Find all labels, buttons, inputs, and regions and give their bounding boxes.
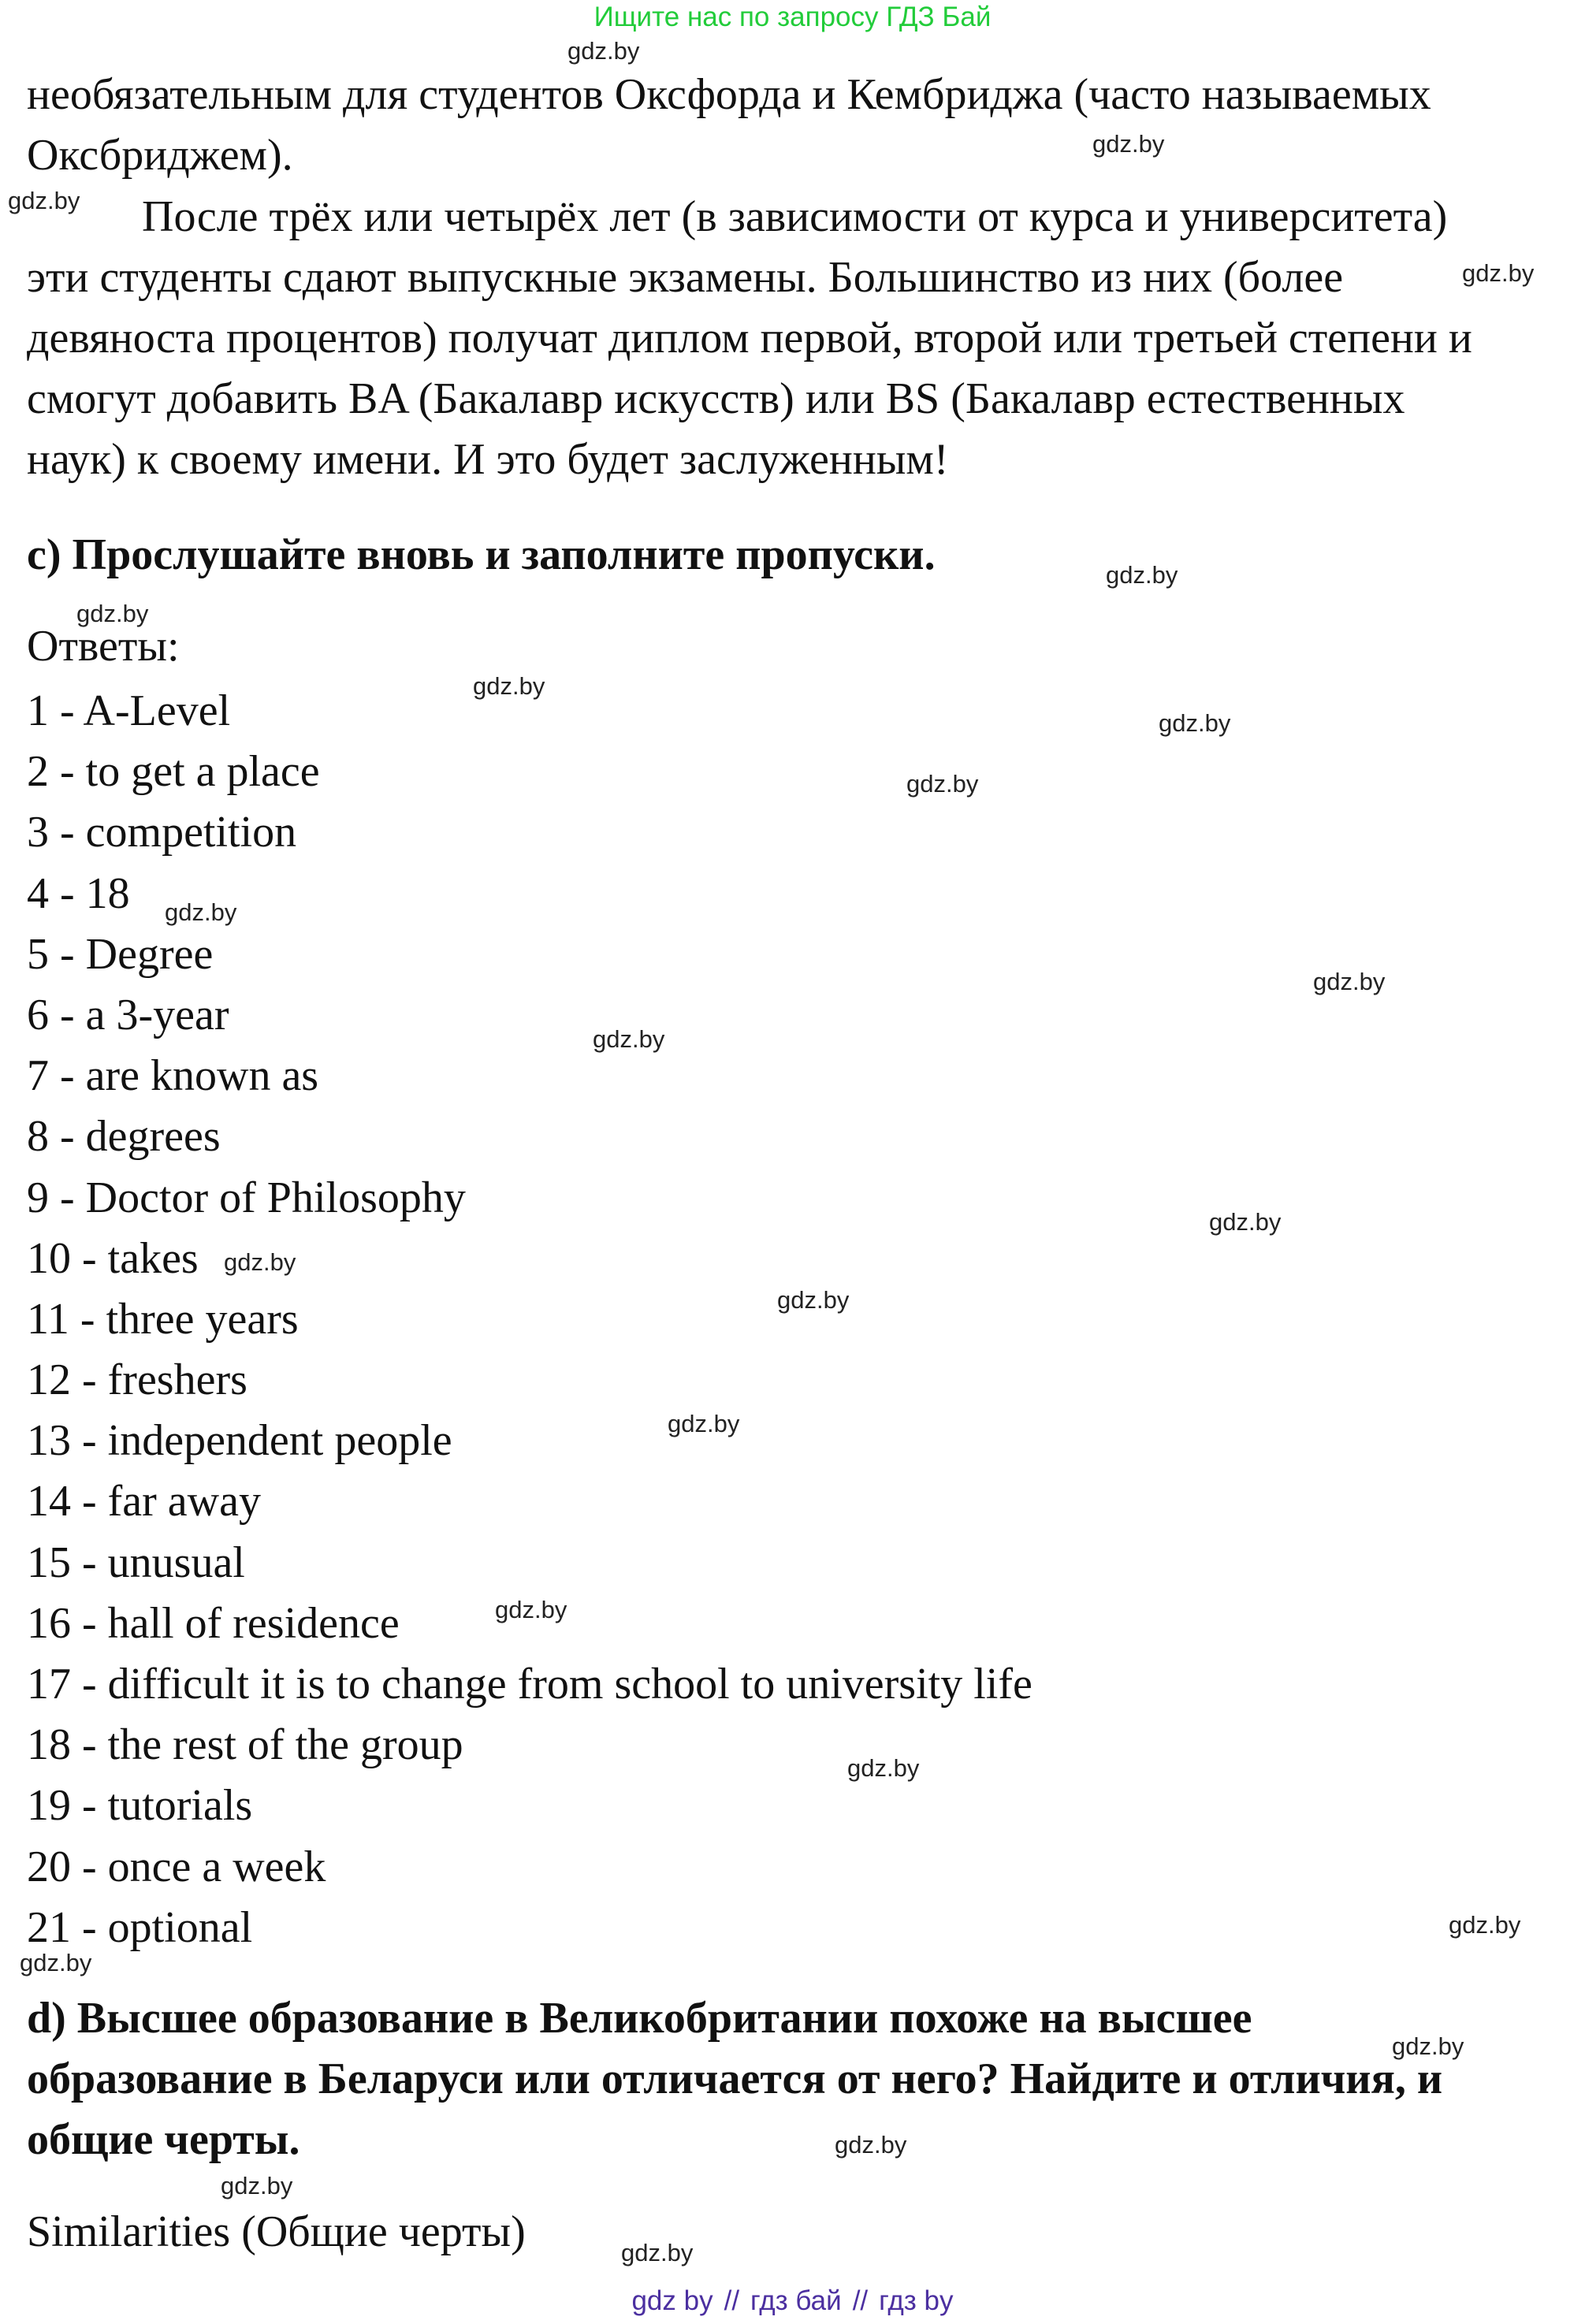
answer-item: 8 - degrees (27, 1112, 221, 1162)
watermark: gdz.by (165, 898, 237, 926)
watermark: gdz.by (1209, 1208, 1282, 1236)
answer-item: 2 - to get a place (27, 747, 320, 797)
answer-item: 12 - freshers (27, 1355, 247, 1405)
task-d-heading: образование в Беларуси или отличается от него? Найдите и отличия, и (27, 2054, 1443, 2103)
watermark: gdz.by (777, 1286, 850, 1314)
paragraph-first-line: После трёх или четырёх лет (в зависимости от курса и университета) (142, 192, 1448, 241)
watermark: gdz.by (835, 2131, 907, 2159)
watermark: gdz.by (593, 1025, 665, 1053)
answer-item: 16 - hall of residence (27, 1598, 400, 1648)
answer-item: 9 - Doctor of Philosophy (27, 1173, 466, 1222)
watermark: gdz.by (906, 770, 979, 798)
answer-item: 3 - competition (27, 808, 297, 857)
footer-separator: // (852, 2285, 869, 2316)
watermark: gdz.by (1106, 561, 1178, 589)
answer-item: 13 - independent people (27, 1416, 452, 1466)
watermark: gdz.by (1092, 130, 1165, 158)
watermark: gdz.by (76, 600, 149, 627)
watermark: gdz.by (847, 1754, 920, 1782)
watermark: gdz.by (20, 1949, 92, 1976)
answer-item: 14 - far away (27, 1477, 261, 1526)
watermark: gdz.by (495, 1596, 567, 1623)
answer-item: 6 - a 3-year (27, 990, 229, 1039)
watermark: gdz.by (8, 187, 80, 214)
footer-link-gdz-by-ru[interactable]: гдз by (879, 2285, 954, 2316)
answers-list (27, 681, 1032, 1958)
watermark: gdz.by (224, 1248, 296, 1276)
footer-separator: // (724, 2285, 740, 2316)
watermark: gdz.by (567, 37, 640, 65)
watermark: gdz.by (473, 672, 545, 700)
answer-item: 1 - A-Level (27, 686, 231, 735)
answers-label: Ответы: (27, 622, 180, 671)
similarities-heading: Similarities (Общие черты) (27, 2207, 526, 2256)
answer-item: 19 - tutorials (27, 1781, 253, 1831)
search-banner: Ищите нас по запросу ГДЗ Бай (593, 2, 992, 32)
answer-item: 17 - difficult it is to change from school to university life (27, 1660, 1032, 1709)
footer-link-gdz-by[interactable]: gdz by (631, 2285, 713, 2316)
text-line: необязательным для студентов Оксфорда и Кембриджа (часто называемых (27, 70, 1431, 119)
text-line: эти студенты сдают выпускные экзамены. Большинство из них (более (27, 253, 1344, 302)
answer-item: 5 - Degree (27, 929, 214, 979)
watermark: gdz.by (621, 2239, 694, 2266)
answer-item: 7 - are known as (27, 1051, 319, 1101)
task-c-heading: c) Прослушайте вновь и заполните пропуски. (27, 530, 936, 579)
watermark: gdz.by (1392, 2032, 1464, 2060)
watermark: gdz.by (1462, 259, 1535, 287)
watermark: gdz.by (1159, 709, 1231, 737)
text-line: смогут добавить BA (Бакалавр искусств) или BS (Бакалавр естественных (27, 374, 1405, 423)
answer-item: 4 - 18 (27, 868, 130, 918)
text-line: наук) к своему имени. И это будет заслуженным! (27, 435, 949, 484)
answer-item: 21 - optional (27, 1902, 253, 1952)
answer-item: 18 - the rest of the group (27, 1720, 463, 1770)
answer-item: 15 - unusual (27, 1538, 245, 1587)
watermark: gdz.by (1449, 1911, 1521, 1939)
answer-item: 10 - takes (27, 1233, 199, 1283)
answer-item: 20 - once a week (27, 1842, 326, 1891)
footer-links (0, 2285, 1585, 2317)
watermark: gdz.by (221, 2172, 293, 2199)
answer-item: 11 - three years (27, 1294, 299, 1344)
text-line: девяноста процентов) получат диплом первой, второй или третьей степени и (27, 314, 1472, 363)
watermark: gdz.by (668, 1410, 740, 1437)
footer-link-gdz-bay[interactable]: гдз бай (750, 2285, 842, 2316)
task-d-heading: d) Высшее образование в Великобритании похоже на высшее (27, 1994, 1252, 2043)
task-d-heading: общие черты. (27, 2115, 300, 2164)
text-line: Оксбриджем). (27, 131, 293, 180)
watermark: gdz.by (1313, 968, 1386, 995)
